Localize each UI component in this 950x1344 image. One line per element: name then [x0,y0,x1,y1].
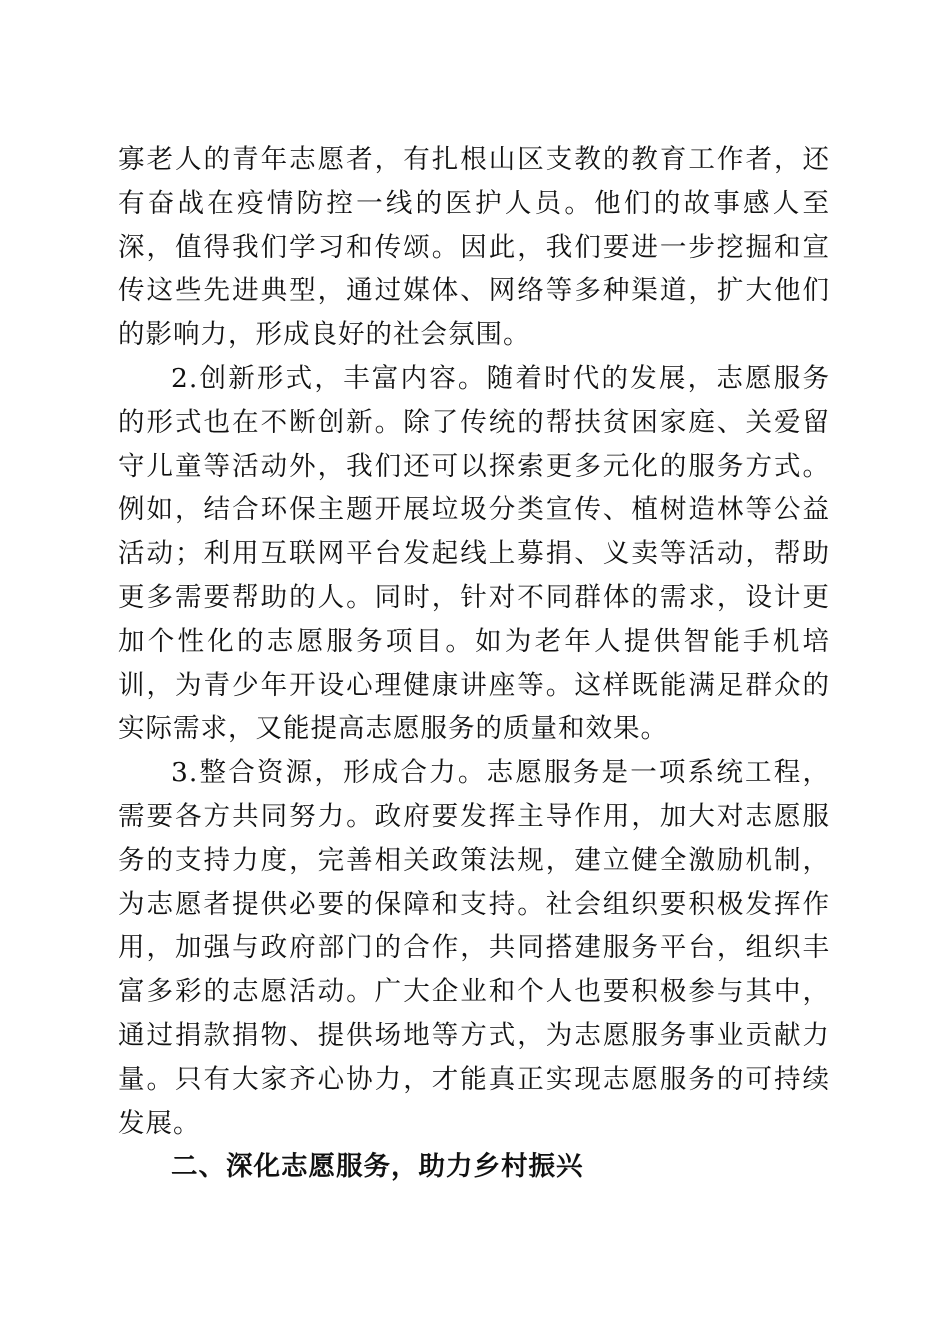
paragraph-integrate-resources: 3.整合资源，形成合力。志愿服务是一项系统工程，需要各方共同努力。政府要发挥主导作用，加大对志愿服务的支持力度，完善相关政策法规，建立健全激励机制，为志愿者提供必要的保障和支持。社会组织要积极发挥作用，加强与政府部门的合作，共同搭建服务平台，组织丰富多彩的志愿活动。广大企业和个人也要积极参与其中，通过捐款捐物、提供场地等方式，为志愿服务事业贡献力量。只有大家齐心协力，才能真正实现志愿服务的可持续发展。 [118,757,830,1139]
paragraph-continuation: 寡老人的青年志愿者，有扎根山区支教的教育工作者，还有奋战在疫情防控一线的医护人员。他们的故事感人至深，值得我们学习和传颂。因此，我们要进一步挖掘和宣传这些先进典型，通过媒体、网络等多种渠道，扩大他们的影响力，形成良好的社会氛围。 [118,144,830,351]
section-heading: 二、深化志愿服务，助力乡村振兴 [171,1151,584,1183]
paragraph-innovate-forms: 2.创新形式，丰富内容。随着时代的发展，志愿服务的形式也在不断创新。除了传统的帮扶贫困家庭、关爱留守儿童等活动外，我们还可以探索更多元化的服务方式。例如，结合环保主题开展垃圾分类宣传、植树造林等公益活动；利用互联网平台发起线上募捐、义卖等活动，帮助更多需要帮助的人。同时，针对不同群体的需求，设计更加个性化的志愿服务项目。如为老年人提供智能手机培训，为青少年开设心理健康讲座等。这样既能满足群众的实际需求，又能提高志愿服务的质量和效果。 [118,362,830,745]
document-body [118,138,830,1189]
